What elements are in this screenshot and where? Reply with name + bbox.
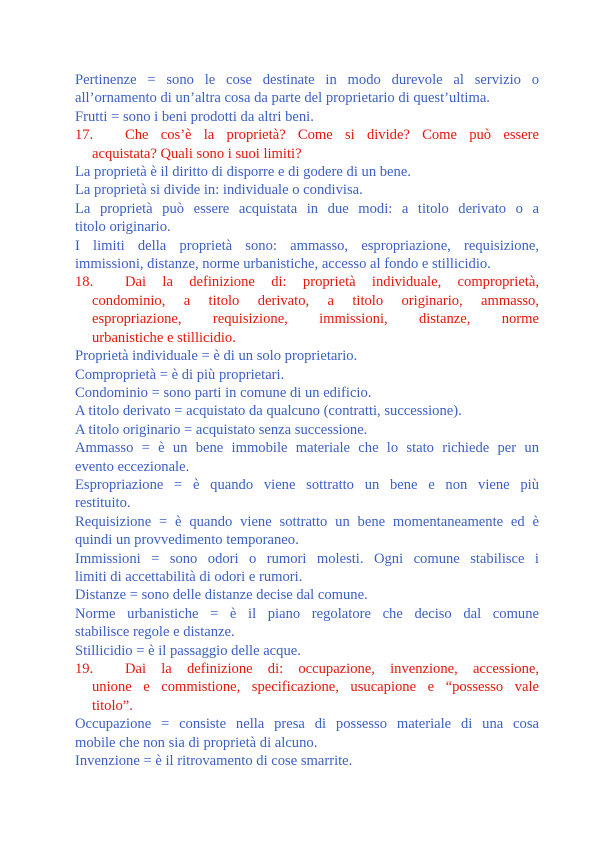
answer-paragraph bbox=[75, 439, 539, 476]
question-number: 17. bbox=[75, 127, 94, 144]
question-text-line: condominio, a titolo derivato, a titolo originario, ammasso, bbox=[92, 292, 539, 309]
text-line: A titolo derivato = acquistato da qualcuno (contratti, successione). bbox=[75, 403, 462, 420]
answer-paragraph bbox=[75, 108, 539, 126]
text-line: Comproprietà = è di più proprietari. bbox=[75, 366, 285, 383]
question-text-line: urbanistiche e stillicidio. bbox=[92, 329, 236, 346]
question-number: 19. bbox=[75, 661, 94, 677]
answer-paragraph bbox=[75, 71, 539, 108]
question-number: 18. bbox=[75, 274, 94, 291]
answer-paragraph bbox=[75, 181, 539, 199]
text-line: Pertinenze = sono le cose destinate in modo durevole al servizio o bbox=[75, 72, 539, 88]
text-line: La proprietà si divide in: individuale o condivisa. bbox=[75, 182, 363, 199]
text-line: Distanze = sono delle distanze decise dal comune. bbox=[75, 587, 368, 604]
text-line: stabilisce regole e distanze. bbox=[75, 624, 235, 641]
text-line: I limiti della proprietà sono: ammasso, espropriazione, requisizione, bbox=[75, 237, 539, 254]
text-line: La proprietà è il diritto di disporre e di godere di un bene. bbox=[75, 164, 411, 181]
text-line: A titolo originario = acquistato senza successione. bbox=[75, 421, 368, 438]
text-line: all’ornamento di un’altra cosa da parte del proprietario di quest’ultima. bbox=[75, 90, 490, 107]
answer-paragraph bbox=[75, 605, 539, 642]
answer-paragraph bbox=[75, 642, 539, 660]
text-line: Requisizione = è quando viene sottratto un bene momentaneamente ed è bbox=[75, 513, 539, 530]
text-line: quindi un provvedimento temporaneo. bbox=[75, 532, 299, 549]
text-line: Invenzione = è il ritrovamento di cose smarrite. bbox=[75, 753, 353, 770]
text-line: Condominio = sono parti in comune di un edificio. bbox=[75, 384, 372, 401]
question-item bbox=[75, 660, 539, 715]
answer-paragraph bbox=[75, 163, 539, 181]
question-text-line: acquistata? Quali sono i suoi limiti? bbox=[92, 145, 302, 162]
answer-paragraph bbox=[75, 237, 539, 274]
text-line: mobile che non sia di proprietà di alcuno. bbox=[75, 734, 318, 751]
question-text-line: unione e commistione, specificazione, usucapione e “possesso vale bbox=[92, 679, 539, 696]
answer-paragraph bbox=[75, 200, 539, 237]
text-line: restituito. bbox=[75, 495, 131, 512]
text-line: Ammasso = è un bene immobile materiale che lo stato richiede per un bbox=[75, 440, 539, 457]
answer-paragraph bbox=[75, 366, 539, 384]
text-line: evento eccezionale. bbox=[75, 458, 190, 475]
text-line: titolo originario. bbox=[75, 219, 171, 236]
answer-paragraph bbox=[75, 402, 539, 420]
question-text-line: Dai la definizione di: proprietà individuale, comproprietà, bbox=[125, 274, 539, 291]
answer-paragraph bbox=[75, 421, 539, 439]
answer-paragraph bbox=[75, 347, 539, 365]
text-line: limiti di accettabilità di odori e rumori. bbox=[75, 568, 303, 585]
answer-paragraph bbox=[75, 586, 539, 604]
question-text-line: Dai la definizione di: occupazione, invenzione, accessione, bbox=[125, 661, 539, 677]
answer-paragraph bbox=[75, 384, 539, 402]
answer-paragraph bbox=[75, 752, 539, 770]
text-line: Occupazione = consiste nella presa di possesso materiale di una cosa bbox=[75, 716, 539, 733]
text-line: Stillicidio = è il passaggio delle acque. bbox=[75, 642, 301, 659]
question-item bbox=[75, 126, 539, 163]
text-line: Proprietà individuale = è di un solo proprietario. bbox=[75, 348, 358, 365]
question-item bbox=[75, 273, 539, 347]
answer-paragraph bbox=[75, 513, 539, 550]
text-line: La proprietà può essere acquistata in due modi: a titolo derivato o a bbox=[75, 200, 539, 217]
question-text-line: espropriazione, requisizione, immissioni, distanze, norme bbox=[92, 311, 539, 328]
text-line: Espropriazione = è quando viene sottratto un bene e non viene più bbox=[75, 476, 539, 493]
answer-paragraph bbox=[75, 715, 539, 752]
text-line: Frutti = sono i beni prodotti da altri beni. bbox=[75, 108, 314, 125]
text-line: Norme urbanistiche = è il piano regolatore che deciso dal comune bbox=[75, 605, 539, 622]
question-text-line: titolo”. bbox=[92, 697, 133, 714]
text-line: immissioni, distanze, norme urbanistiche, accesso al fondo e stillicidio. bbox=[75, 256, 491, 273]
answer-paragraph bbox=[75, 476, 539, 513]
text-line: Immissioni = sono odori o rumori molesti. Ogni comune stabilisce i bbox=[75, 550, 539, 567]
answer-paragraph bbox=[75, 550, 539, 587]
question-text-line: Che cos’è la proprietà? Come si divide? Come può essere bbox=[125, 127, 539, 144]
